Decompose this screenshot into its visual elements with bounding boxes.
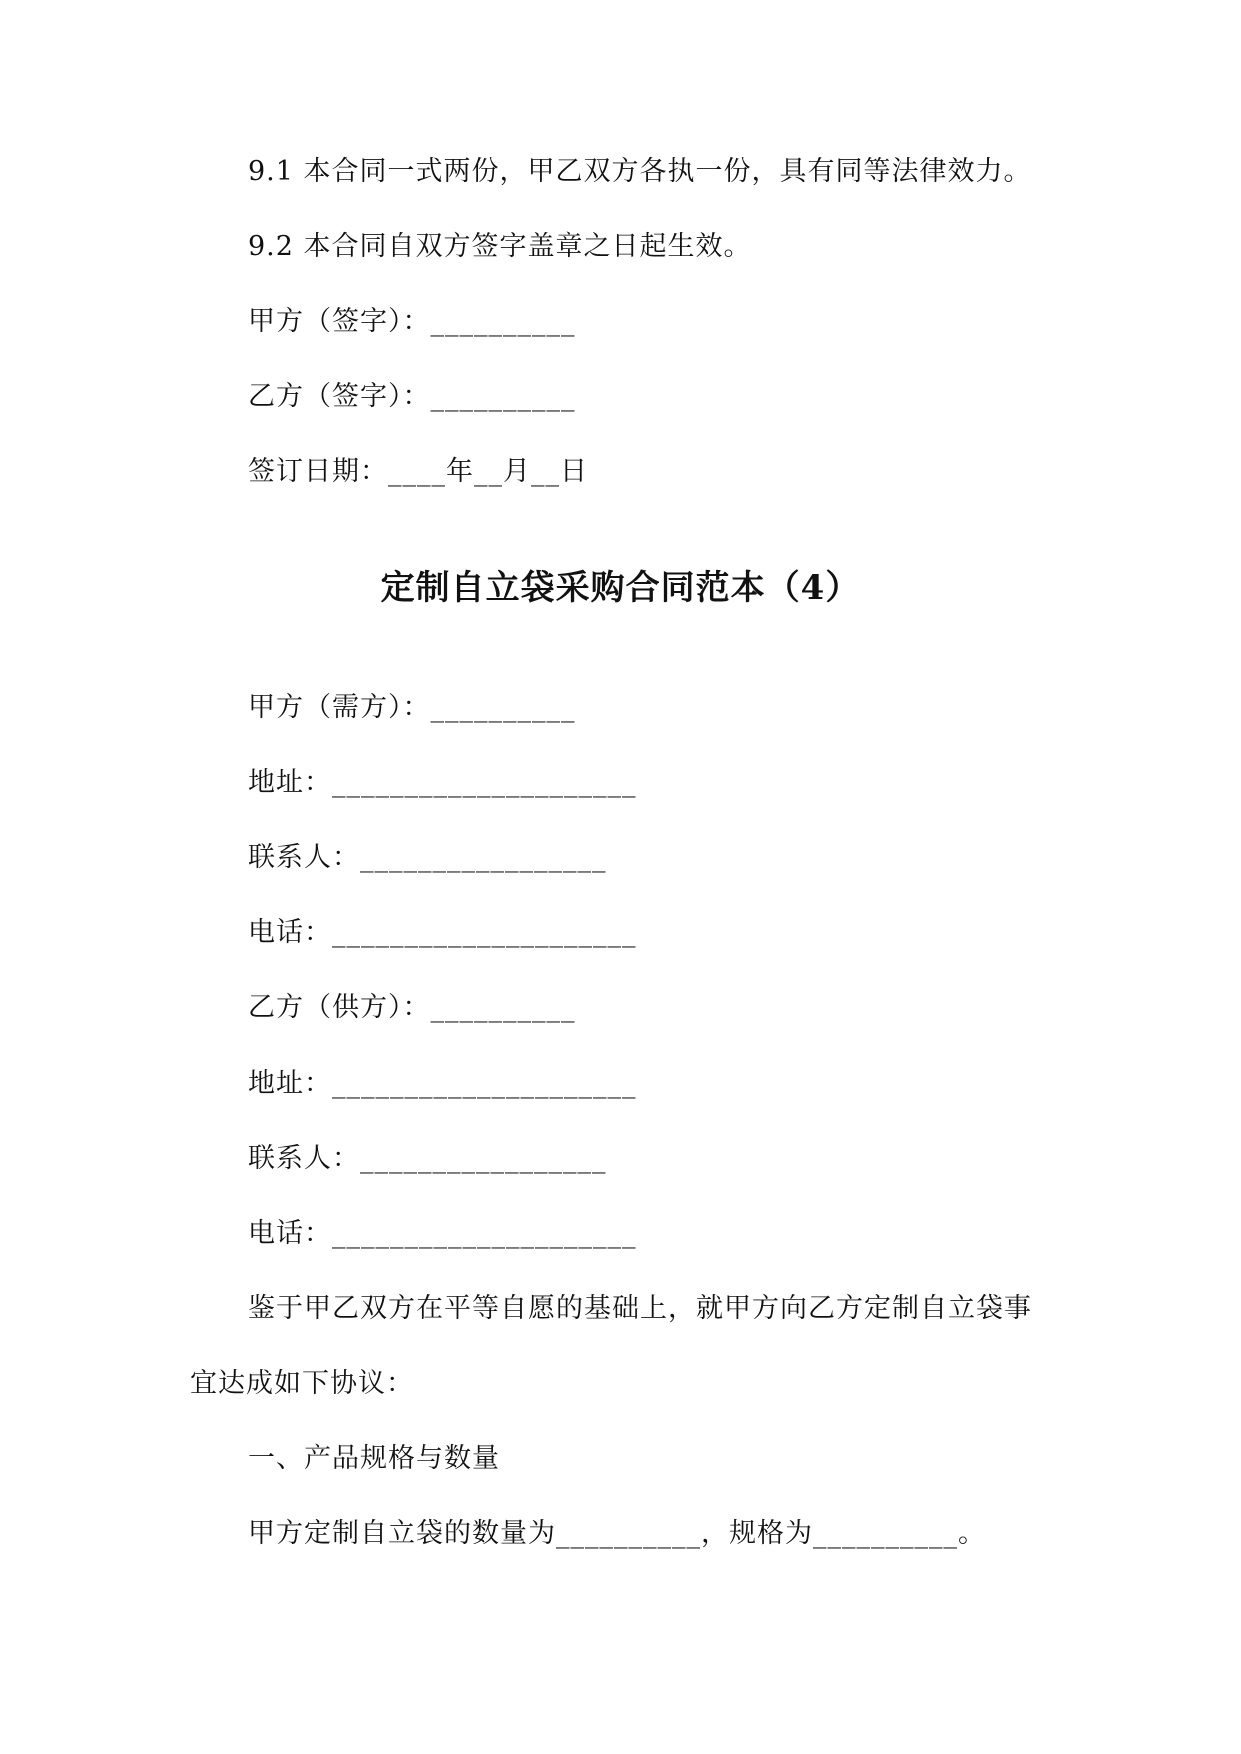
preamble-line-1: 鉴于甲乙双方在平等自愿的基础上，就甲方向乙方定制自立袋事 (248, 1293, 1032, 1324)
preamble-line-2: 宜达成如下协议： (190, 1368, 414, 1399)
party-a-address-line: 地址：_____________________ (248, 767, 637, 798)
party-b-contact-line: 联系人：_________________ (248, 1143, 607, 1174)
party-a-contact-line: 联系人：_________________ (248, 842, 607, 873)
signing-date-line: 签订日期：____年__月__日 (248, 456, 588, 487)
clause-9-2: 9.2 本合同自双方签字盖章之日起生效。 (248, 231, 752, 262)
party-a-signature-line: 甲方（签字）：__________ (248, 306, 576, 337)
party-b-address-line: 地址：_____________________ (248, 1068, 637, 1099)
party-b-supplier-line: 乙方（供方）：__________ (248, 992, 576, 1023)
section-1-text: 甲方定制自立袋的数量为__________，规格为__________。 (248, 1518, 986, 1549)
party-b-signature-line: 乙方（签字）：__________ (248, 381, 576, 412)
party-a-buyer-line: 甲方（需方）：__________ (248, 692, 576, 723)
party-b-phone-line: 电话：_____________________ (248, 1218, 637, 1249)
contract-title: 定制自立袋采购合同范本（4） (380, 568, 861, 608)
section-1-heading: 一、产品规格与数量 (248, 1443, 500, 1474)
party-a-phone-line: 电话：_____________________ (248, 917, 637, 948)
clause-9-1: 9.1 本合同一式两份，甲乙双方各执一份，具有同等法律效力。 (248, 156, 1032, 187)
